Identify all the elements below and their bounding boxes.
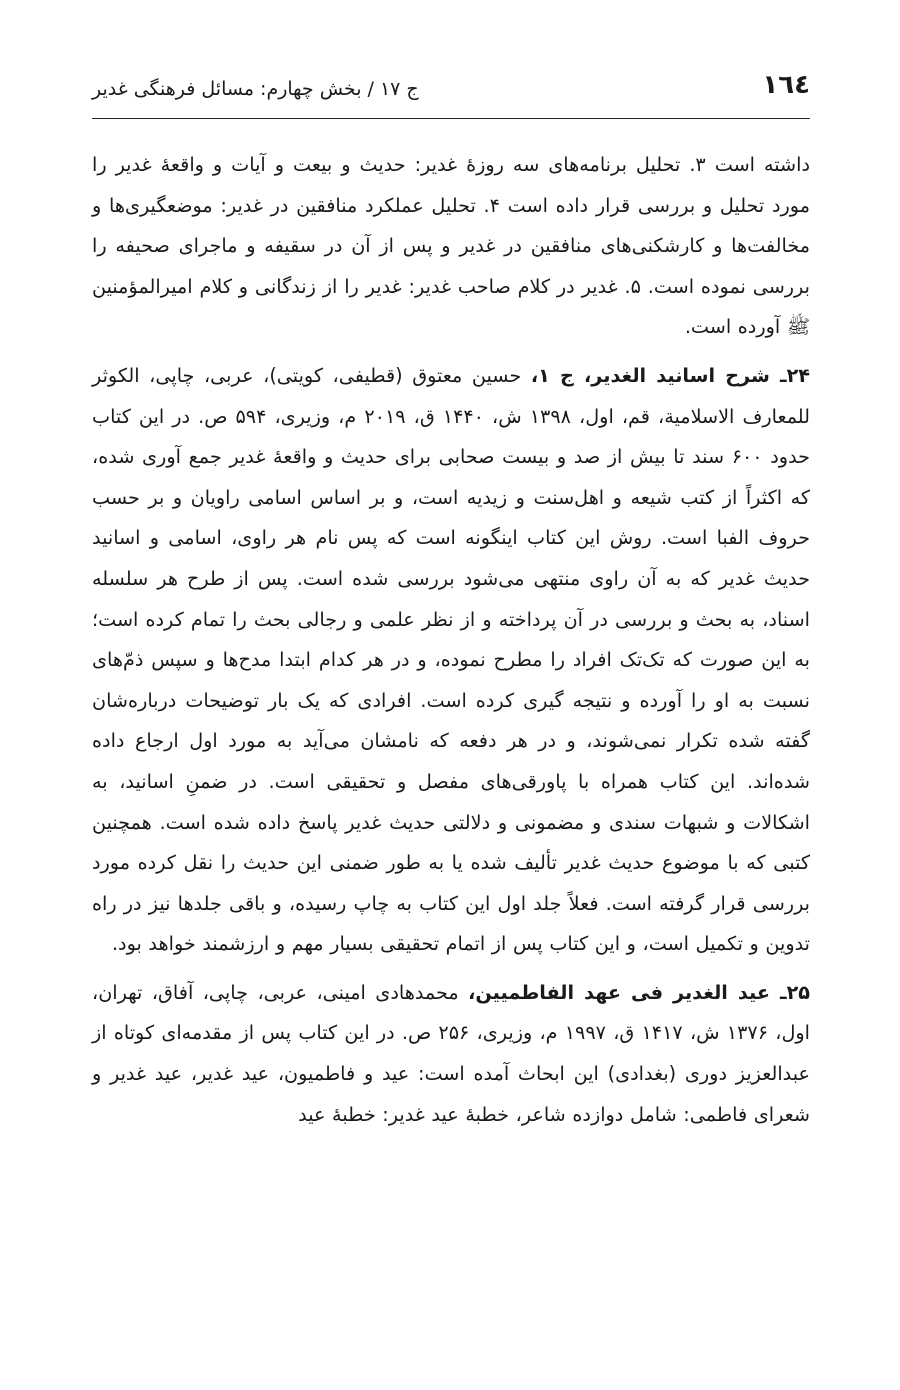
paragraph-continuation bbox=[92, 145, 810, 348]
entry-24 bbox=[92, 356, 810, 965]
page-body bbox=[92, 145, 810, 1135]
entry-text: محمدهادی امینی، عربی، چاپی، آفاق، تهران، اول، ۱۳۷۶ ش، ۱۴۱۷ ق، ۱۹۹۷ م، وزیری، ۲۵۶ ص. در این کتاب پس از مقدمه‌ای کوتاه از عبدالعزیز دوری (بغدادی) این ابحاث آمده است: عید و فاطمیون، عید غدیر، عید غدیر و شعرای فاطمی: شامل دوازده شاعر، خطبهٔ عید غدیر: خطبهٔ عید bbox=[92, 980, 810, 1126]
running-header-title: ج ۱۷ / بخش چهارم: مسائل فرهنگی غدیر bbox=[92, 78, 419, 100]
running-header bbox=[92, 60, 810, 119]
entry-heading: ۲۵ـ عید الغدیر فی عهد الفاطمیین، bbox=[468, 980, 810, 1004]
entry-heading: ۲۴ـ شرح اسانید الغدیر، ج ۱، bbox=[530, 363, 810, 387]
book-page bbox=[92, 60, 810, 1135]
page-number: ۱٦٤ bbox=[762, 70, 810, 100]
entry-text: حسین معتوق (قطیفی، کویتی)، عربی، چاپی، الکوثر للمعارف الاسلامیة، قم، اول، ۱۳۹۸ ش، ۱۴۴۰ ق، ۲۰۱۹ م، وزیری، ۵۹۴ ص. در این کتاب حدود ۶۰۰ سند تا بیش از صد و بیست صحابی برای حدیث و واقعهٔ غدیر جمع آوری شده، که اکثراً از کتب شیعه و اهل‌سنت و زیدیه است، و بر اساس اسامی راویان و بر حسب حروف الفبا است. روش این کتاب اینگونه است که پس نام هر راوی، اسامی و اسانید حدیث غدیر که به آن راوی منتهی می‌شود بررسی شده است. پس از طرح هر سلسله اسناد، به بحث و بررسی در آن پرداخته و از نظر علمی و رجالی بحث را تمام کرده است؛ به این صورت که تک‌تک افراد را مطرح نموده، و در هر کدام ابتدا مدح‌ها و سپس ذمّ‌های نسبت به او را آورده و نتیجه گیری کرده است. افرادی که یک بار توضیحات درباره‌شان گفته شده تکرار نمی‌شوند، و در هر دفعه که نامشان می‌آید به مورد اول ارجاع داده شده‌اند. این کتاب همراه با پاورقی‌های مفصل و تحقیقی است. در ضمنِ اسانید، به اشکالات و شبهات سندی و مضمونی و دلالتی حدیث غدیر پاسخ داده شده است. همچنین کتبی که با موضوع حدیث غدیر تألیف شده یا به طور ضمنی این حدیث را نقل کرده مورد بررسی قرار گرفته است. فعلاً جلد اول این کتاب به چاپ رسیده، و باقی جلدها نیز در راه تدوین و تکمیل است، و این کتاب پس از اتمام تحقیقی بسیار مهم و ارزشمند خواهد بود. bbox=[92, 363, 810, 956]
paragraph-text: داشته است ۳. تحلیل برنامه‌های سه روزهٔ غدیر: حدیث و بیعت و آیات و واقعهٔ غدیر را مورد تحلیل و بررسی قرار داده است ۴. تحلیل عملکرد منافقین در غدیر: موضعگیری‌ها و مخالفت‌ها و کارشکنی‌های منافقین در غدیر و پس از آن در سقیفه و ماجرای صحیفه را بررسی نموده است. ۵. غدیر در کلام صاحب غدیر: غدیر را از زندگانی و کلام امیرالمؤمنین ﷺ آورده است. bbox=[92, 153, 810, 339]
entry-25 bbox=[92, 973, 810, 1135]
